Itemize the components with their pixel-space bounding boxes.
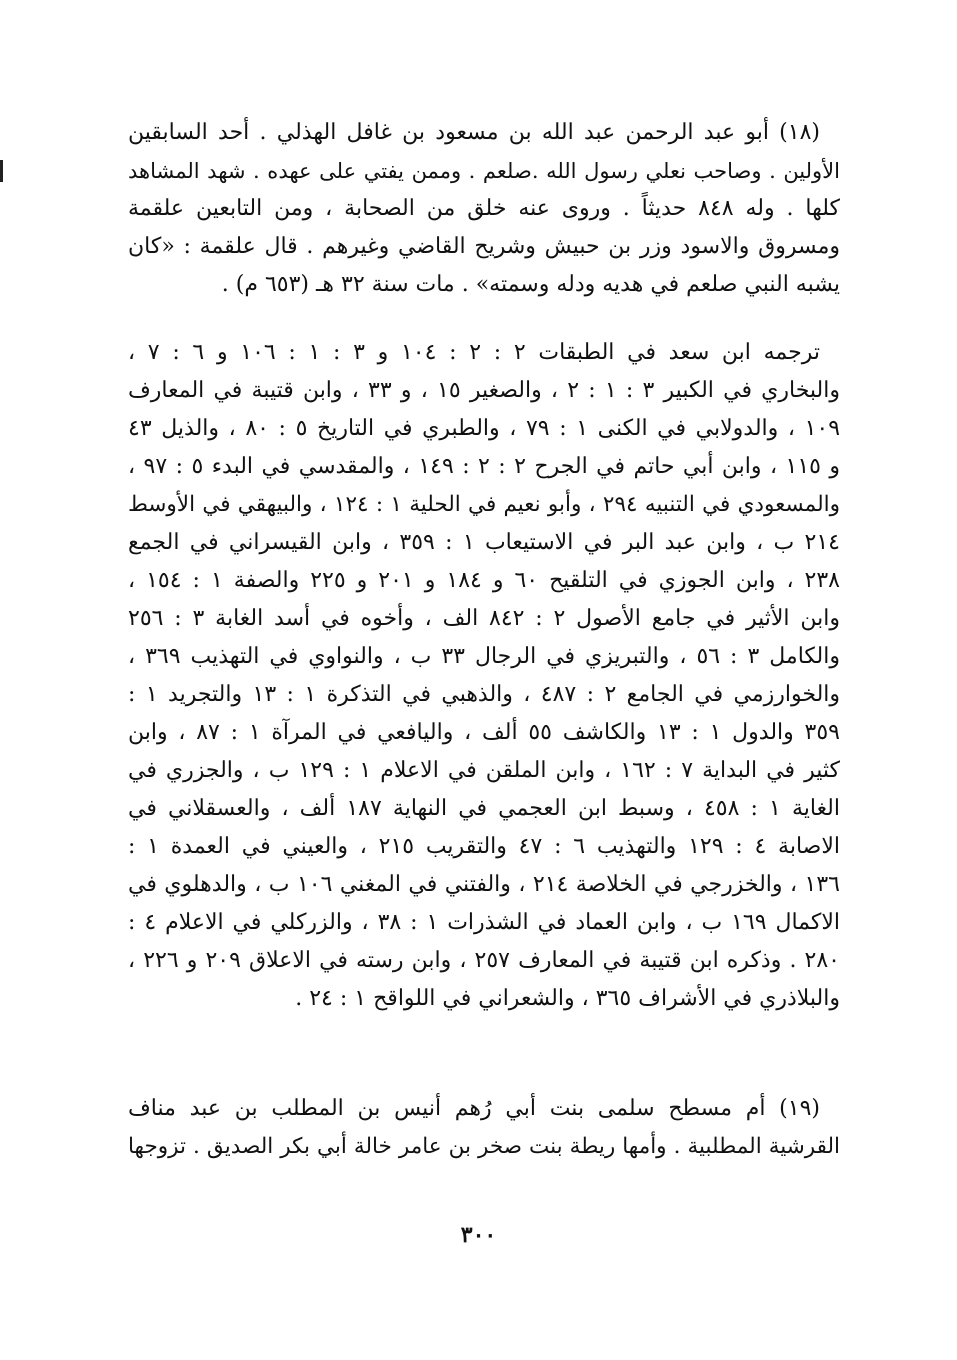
- citation-line: ١٠٩ ، والدولابي في الكنى ١ : ٧٩ ، والطبري في التاريخ ٥ : ٨٠ ، والذيل ٤٣: [128, 416, 840, 441]
- entry-18-line: (١٨) أبو عبد الرحمن عبد الله بن مسعود بن غافل الهذلي . أحد السابقين: [128, 120, 820, 145]
- citation-line: والمسعودي في التنبيه ٢٩٤ ، وأبو نعيم في الحلية ١ : ١٢٤ ، والبيهقي في الأوسط: [128, 492, 840, 517]
- entry-19-line: القرشية المطلبية . وأمها ريطة بنت صخر بن عامر خالة أبي بكر الصديق . تزوجها: [128, 1134, 840, 1159]
- entry-19-paragraph: [128, 1090, 840, 1166]
- entry-18-line: الأولين . وصاحب نعلي رسول الله .صلعم . وممن يفتي على عهده . شهد المشاهد: [128, 159, 840, 183]
- entry-18-line: يشبه النبي صلعم في هديه ودله وسمته» . مات سنة ٣٢ هـ (٦٥٣ م) .: [221, 272, 840, 297]
- citation-line: ١٣٦ ، والخزرجي في الخلاصة ٢١٤ ، والفتني في المغني ١٠٦ ب ، والدهلوي في: [128, 872, 840, 897]
- citation-line: ٢٨٠ . وذكره ابن قتيبة في المعارف ٢٥٧ ، وابن رسته في الاعلاق ٢٠٩ و ٢٢٦ ،: [128, 948, 840, 973]
- citation-line: الاصابة ٤ : ١٢٩ والتهذيب ٦ : ٤٧ والتقريب ٢١٥ ، والعيني في العمدة ١ :: [128, 834, 840, 859]
- entry-19-line: (١٩) أم مسطح سلمى بنت أبي رُهم أنيس بن المطلب بن عبد مناف: [128, 1096, 820, 1121]
- citation-line: وابن الأثير في جامع الأصول ٢ : ٨٤٢ الف ، وأخوه في أسد الغابة ٣ : ٢٥٦: [128, 606, 840, 631]
- citation-line: والبخاري في الكبير ٣ : ١ : ٢ ، والصغير ١٥ ، و ٣٣ ، وابن قتيبة في المعارف: [128, 378, 840, 403]
- citation-line: و ١١٥ ، وابن أبي حاتم في الجرح ٢ : ٢ : ١٤٩ ، والمقدسي في البدء ٥ : ٩٧ ،: [128, 454, 840, 479]
- citation-line: الغاية ١ : ٤٥٨ ، وسبط ابن العجمي في النهاية ١٨٧ ألف ، والعسقلاني في: [128, 796, 840, 821]
- entry-18-paragraph: [128, 114, 840, 304]
- citation-line: والبلاذري في الأشراف ٣٦٥ ، والشعراني في اللواقح ١ : ٢٤ .: [295, 986, 840, 1011]
- entry-18-line: ومسروق والاسود وزر بن حبيش وشريح القاضي وغيرهم . قال علقمة : «كان: [128, 234, 840, 259]
- entry-18-line: كلها . وله ٨٤٨ حديثاً . وروى عنه خلق من الصحابة ، ومن التابعين علقمة: [128, 196, 840, 221]
- citation-line: ٢٣٨ ، وابن الجوزي في التلقيح ٦٠ و ١٨٤ و ٢٠١ و ٢٢٥ والصفة ١ : ١٥٤ ،: [128, 568, 840, 593]
- citation-line: ٣٥٩ والدول ١ : ١٣ والكاشف ٥٥ ألف ، واليافعي في المرآة ١ : ٨٧ ، وابن: [128, 720, 840, 745]
- citations-18-paragraph: [128, 334, 840, 1018]
- margin-mark: [0, 160, 3, 182]
- citation-line: كثير في البداية ٧ : ١٦٢ ، وابن الملقن في الاعلام ١ : ١٢٩ ب ، والجزري في: [128, 758, 840, 783]
- citation-line: والكامل ٣ : ٥٦ ، والتبريزي في الرجال ٣٣ ب ، والنواوي في التهذيب ٣٦٩ ،: [128, 644, 840, 669]
- citation-line: الاكمال ١٦٩ ب ، وابن العماد في الشذرات ١ : ٣٨ ، والزركلي في الاعلام ٤ :: [128, 910, 840, 935]
- citation-line: والخوارزمي في الجامع ٢ : ٤٨٧ ، والذهبي في التذكرة ١ : ١٣ والتجريد ١ :: [128, 682, 840, 707]
- citation-line: ٢١٤ ب ، وابن عبد البر في الاستيعاب ١ : ٣٥٩ ، وابن القيسراني في الجمع: [128, 530, 840, 555]
- citation-line: ترجمه ابن سعد في الطبقات ٢ : ٢ : ١٠٤ و ٣ : ١ : ١٠٦ و ٦ : ٧ ،: [128, 340, 820, 365]
- page-number: ٣٠٠: [460, 1222, 497, 1248]
